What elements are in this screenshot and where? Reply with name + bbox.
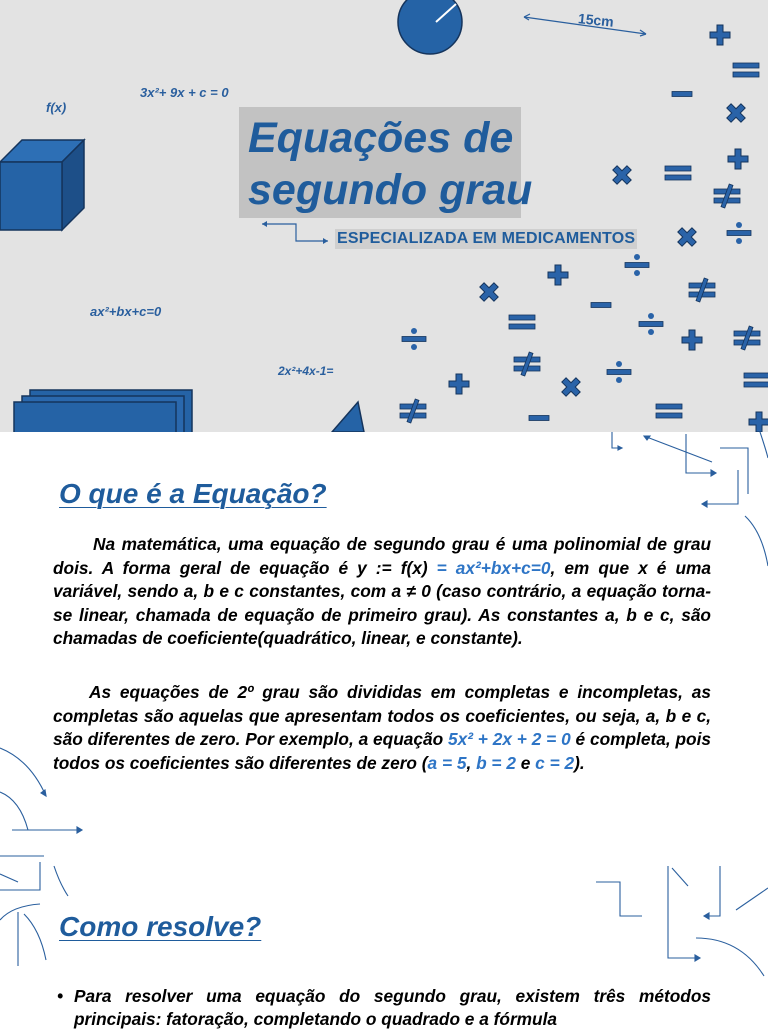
equals-icon [744, 373, 768, 387]
math-label-general: ax²+bx+c=0 [90, 304, 162, 319]
ruler-label: 15cm [577, 10, 615, 30]
cube-icon [0, 140, 84, 230]
title-line-1: Equações de [248, 114, 514, 162]
coefficient-b: b = 2 [476, 752, 516, 773]
minus-icon [591, 303, 611, 308]
times-icon [722, 99, 750, 127]
paragraph-definition [53, 533, 711, 651]
bullet-text: Para resolver uma equação do segundo grau, existem três métodos principais: fatoração, completando o quadrado e a fórmula [74, 986, 711, 1029]
divide-icon [607, 361, 631, 383]
not-equal-icon [714, 184, 740, 208]
circle-icon [398, 0, 462, 54]
example-formula: 5x² + 2x + 2 = 0 [447, 729, 571, 749]
paragraph-end: ). [574, 752, 585, 773]
times-icon [475, 278, 503, 306]
math-label-example2: 2x²+4x-1= [278, 364, 334, 378]
paragraph-complete-equations [53, 681, 711, 775]
triangle-icon [332, 402, 364, 432]
not-equal-icon [689, 278, 715, 302]
math-label-example1: 3x²+ 9x + c = 0 [140, 85, 229, 100]
equals-icon [656, 404, 682, 418]
separator-and: e [515, 752, 536, 773]
plus-icon [548, 265, 568, 285]
plus-icon [682, 330, 702, 350]
title-slide [0, 0, 768, 432]
times-icon [557, 373, 585, 401]
not-equal-icon [734, 326, 760, 350]
plus-icon [710, 25, 730, 45]
general-formula: = ax²+bx+c=0 [436, 557, 551, 578]
plus-icon [449, 374, 469, 394]
section-heading-what-is: O que é a Equação? [59, 478, 327, 509]
paragraph-definition-part1: Na matemática, uma equação de segundo grau é uma polinomial de grau dois. A forma geral de equação é y := f(x) [53, 534, 711, 578]
math-label-fx: f(x) [46, 100, 67, 115]
equals-icon [733, 63, 759, 77]
separator-comma: , [466, 752, 477, 773]
divide-icon [727, 222, 751, 244]
plus-icon [749, 412, 768, 432]
coefficient-a: a = 5 [427, 752, 467, 773]
bullet-icon: • [57, 986, 64, 1006]
coefficient-c: c = 2 [535, 752, 575, 773]
slide-title [248, 112, 538, 216]
not-equal-icon [514, 352, 540, 376]
slide-subtitle: ESPECIALIZADA EM MEDICAMENTOS [337, 230, 636, 247]
title-line-2: segundo grau [248, 166, 533, 214]
not-equal-icon [400, 399, 426, 423]
minus-icon [672, 92, 692, 97]
times-icon [608, 161, 636, 189]
equals-icon [509, 315, 535, 329]
divide-icon [639, 313, 663, 335]
arrow-icon [262, 224, 328, 241]
divide-icon [402, 328, 426, 350]
plus-icon [728, 149, 748, 169]
divide-icon [625, 254, 649, 276]
paragraph-complete-part1: As equações de 2º grau são divididas em completas e incompletas, as completas são aquelas que apresentam todos os coeficientes, ou seja, a, b e c, são diferentes de zero. Por exemplo, a equação [53, 682, 711, 749]
minus-icon [529, 416, 549, 421]
book-stack-icon [14, 390, 192, 432]
paragraph-complete-part2: é completa, pois todos os coeficientes são diferentes de zero ( [53, 729, 711, 773]
list-item [59, 985, 711, 1031]
equals-icon [665, 166, 691, 180]
times-icon [673, 223, 701, 251]
section-heading-how-to-solve: Como resolve? [59, 911, 262, 942]
paragraph-definition-part2: , em que x é uma variável, sendo a, b e c constantes, com a ≠ 0 (caso contrário, a equação torna-se linear, chamada de equação de primeiro grau). As constantes a, b e c, são chamadas de coeficiente(quadrático, linear, e constante). [53, 557, 711, 648]
